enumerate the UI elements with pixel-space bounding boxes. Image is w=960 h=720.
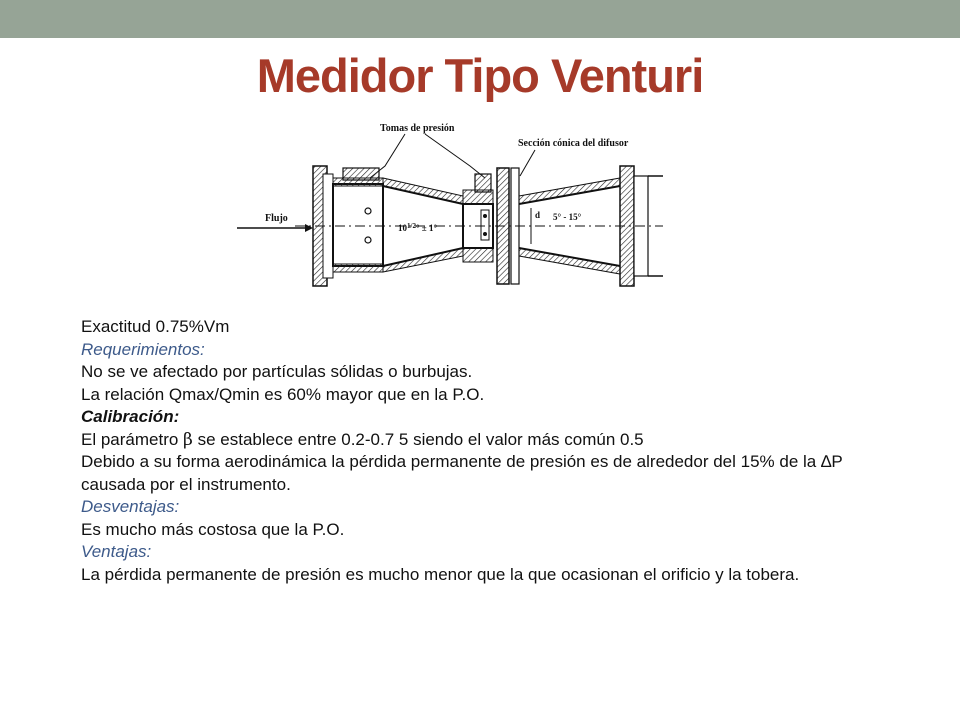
requerimientos-heading: Requerimientos:	[81, 339, 205, 359]
desventajas-heading: Desventajas:	[81, 497, 180, 516]
top-accent-bar	[0, 0, 960, 38]
label-flujo: Flujo	[265, 213, 288, 224]
calibracion-line-2: Debido a su forma aerodinámica la pérdida permanente de presión es de alrededor del 15% de la ∆P causada por el instrumento.	[81, 452, 843, 494]
label-seccion-conica: Sección cónica del difusor	[518, 138, 629, 149]
calibracion-heading: Calibración:	[81, 407, 180, 426]
ventajas-line-1: La pérdida permanente de presión es mucho menor que la que ocasionan el orificio y la tobera.	[81, 564, 800, 584]
label-angle-out: 5° - 15°	[553, 212, 582, 222]
slide-body	[81, 316, 881, 586]
exactitud-line: Exactitud 0.75%Vm	[81, 317, 230, 336]
delta-symbol: ∆	[820, 452, 832, 471]
ventajas-heading: Ventajas:	[81, 542, 152, 561]
label-tomas-presion: Tomas de presión	[380, 123, 455, 134]
calibracion-line-1: El parámetro β se establece entre 0.2-0.7 5 siendo el valor más común 0.5	[81, 429, 644, 450]
beta-symbol: β	[183, 429, 193, 450]
label-d: d	[535, 210, 541, 220]
requerimientos-line-1: No se ve afectado por partículas sólidas o burbujas.	[81, 362, 473, 381]
label-angle-in: $10^{1/2}^\circ \pm 1^\circ$	[398, 222, 438, 233]
requerimientos-line-2: La relación Qmax/Qmin es 60% mayor que en la P.O.	[81, 384, 485, 404]
venturi-diagram	[235, 116, 665, 294]
desventajas-line-1: Es mucho más costosa que la P.O.	[81, 519, 345, 539]
slide-title: Medidor Tipo Venturi	[256, 49, 704, 102]
